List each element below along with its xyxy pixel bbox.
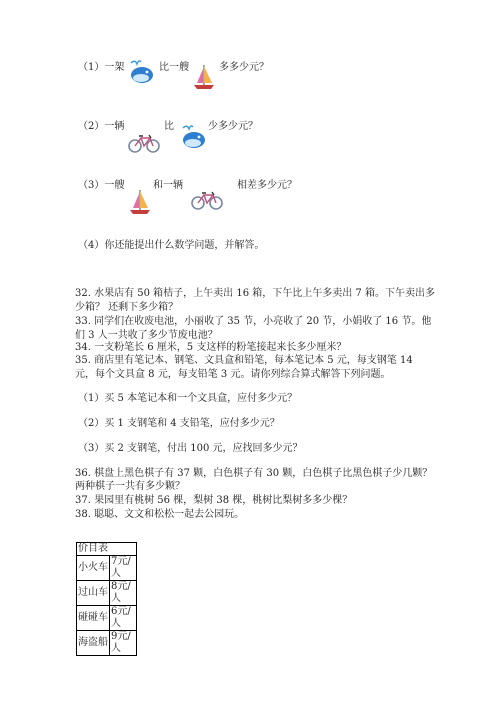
q3-part-c: 相差多少元？ bbox=[237, 180, 297, 191]
sailboat-icon bbox=[192, 63, 216, 95]
q4-text: （4）你还能提出什么数学问题，并解答。 bbox=[78, 240, 265, 251]
subquestion: （3）买 2 支钢笔，付出 100 元，应找回多少元？ bbox=[78, 443, 303, 454]
problem-line: 两种棋子一共有多少颗？ bbox=[75, 481, 185, 492]
problem-line: 36. 棋盘上黑色棋子有 37 颗，白色棋子有 30 颗，白色棋子比黑色棋子少几颗？ bbox=[75, 468, 433, 479]
q1-part-c: 多多少元？ bbox=[219, 62, 269, 73]
table-row bbox=[77, 606, 137, 631]
subquestion: （1）买 5 本笔记本和一个文具盒，应付多少元？ bbox=[78, 393, 298, 404]
q1-part-b: 比一艘 bbox=[159, 62, 189, 73]
bicycle-icon bbox=[191, 190, 223, 214]
q3-part-a: （3）一艘 bbox=[78, 180, 125, 191]
problem-line: 38. 聪聪、文文和松松一起去公园玩。 bbox=[75, 509, 245, 520]
table-cell: 8元/人 bbox=[110, 581, 137, 606]
bicycle-icon bbox=[128, 133, 160, 157]
table-row bbox=[77, 631, 137, 656]
q2-part-c: 少多少元？ bbox=[208, 121, 258, 132]
table-row bbox=[77, 581, 137, 606]
sailboat-icon bbox=[128, 188, 152, 220]
table-cell bbox=[110, 543, 137, 556]
problem-line: 32. 水果店有 50 箱桔子，上午卖出 16 箱，下午比上午多卖出 7 箱。下午卖出多 bbox=[75, 288, 435, 299]
problem-line: 34. 一支粉笔长 6 厘米，5 支这样的粉笔接起来长多少厘米？ bbox=[75, 342, 347, 353]
table-cell: 6元/人 bbox=[110, 606, 137, 631]
table-cell: 7元/人 bbox=[110, 556, 137, 581]
q2-part-a: （2）一辆 bbox=[78, 121, 125, 132]
q3-part-b: 和一辆 bbox=[153, 180, 183, 191]
table-cell: 小火车 bbox=[77, 556, 110, 581]
table-cell: 碰碰车 bbox=[77, 606, 110, 631]
table-cell: 9元/人 bbox=[110, 631, 137, 656]
table-cell: 海盗船 bbox=[77, 631, 110, 656]
problem-line: 37. 果园里有桃树 56 棵，梨树 38 棵，桃树比梨树多多少棵？ bbox=[75, 495, 353, 506]
whale-icon bbox=[180, 123, 206, 155]
table-row bbox=[77, 556, 137, 581]
problem-line: 们 3 人一共收了多少节废电池？ bbox=[75, 330, 218, 341]
q2-part-b: 比 bbox=[164, 121, 174, 132]
problem-line: 33. 同学们在收废电池，小丽收了 35 节，小亮收了 20 节，小娟收了 16 节。他 bbox=[75, 316, 432, 327]
problem-line: 少箱？ 还剩下多少箱？ bbox=[75, 302, 179, 313]
table-row bbox=[77, 543, 137, 556]
subquestion: （2）买 1 支钢笔和 4 支铅笔，应付多少元？ bbox=[78, 418, 280, 429]
q1-part-a: （1）一架 bbox=[78, 62, 125, 73]
table-cell: 过山车 bbox=[77, 581, 110, 606]
whale-icon bbox=[128, 58, 154, 90]
price-table bbox=[76, 542, 137, 656]
problem-line: 元，每个文具盒 8 元，每支铅笔 3 元。请你列综合算式解答下列问题。 bbox=[75, 369, 391, 380]
problem-line: 35. 商店里有笔记本、钢笔、文具盒和铅笔，每本笔记本 5 元，每支钢笔 14 bbox=[75, 355, 413, 366]
table-header: 价目表 bbox=[78, 543, 108, 554]
